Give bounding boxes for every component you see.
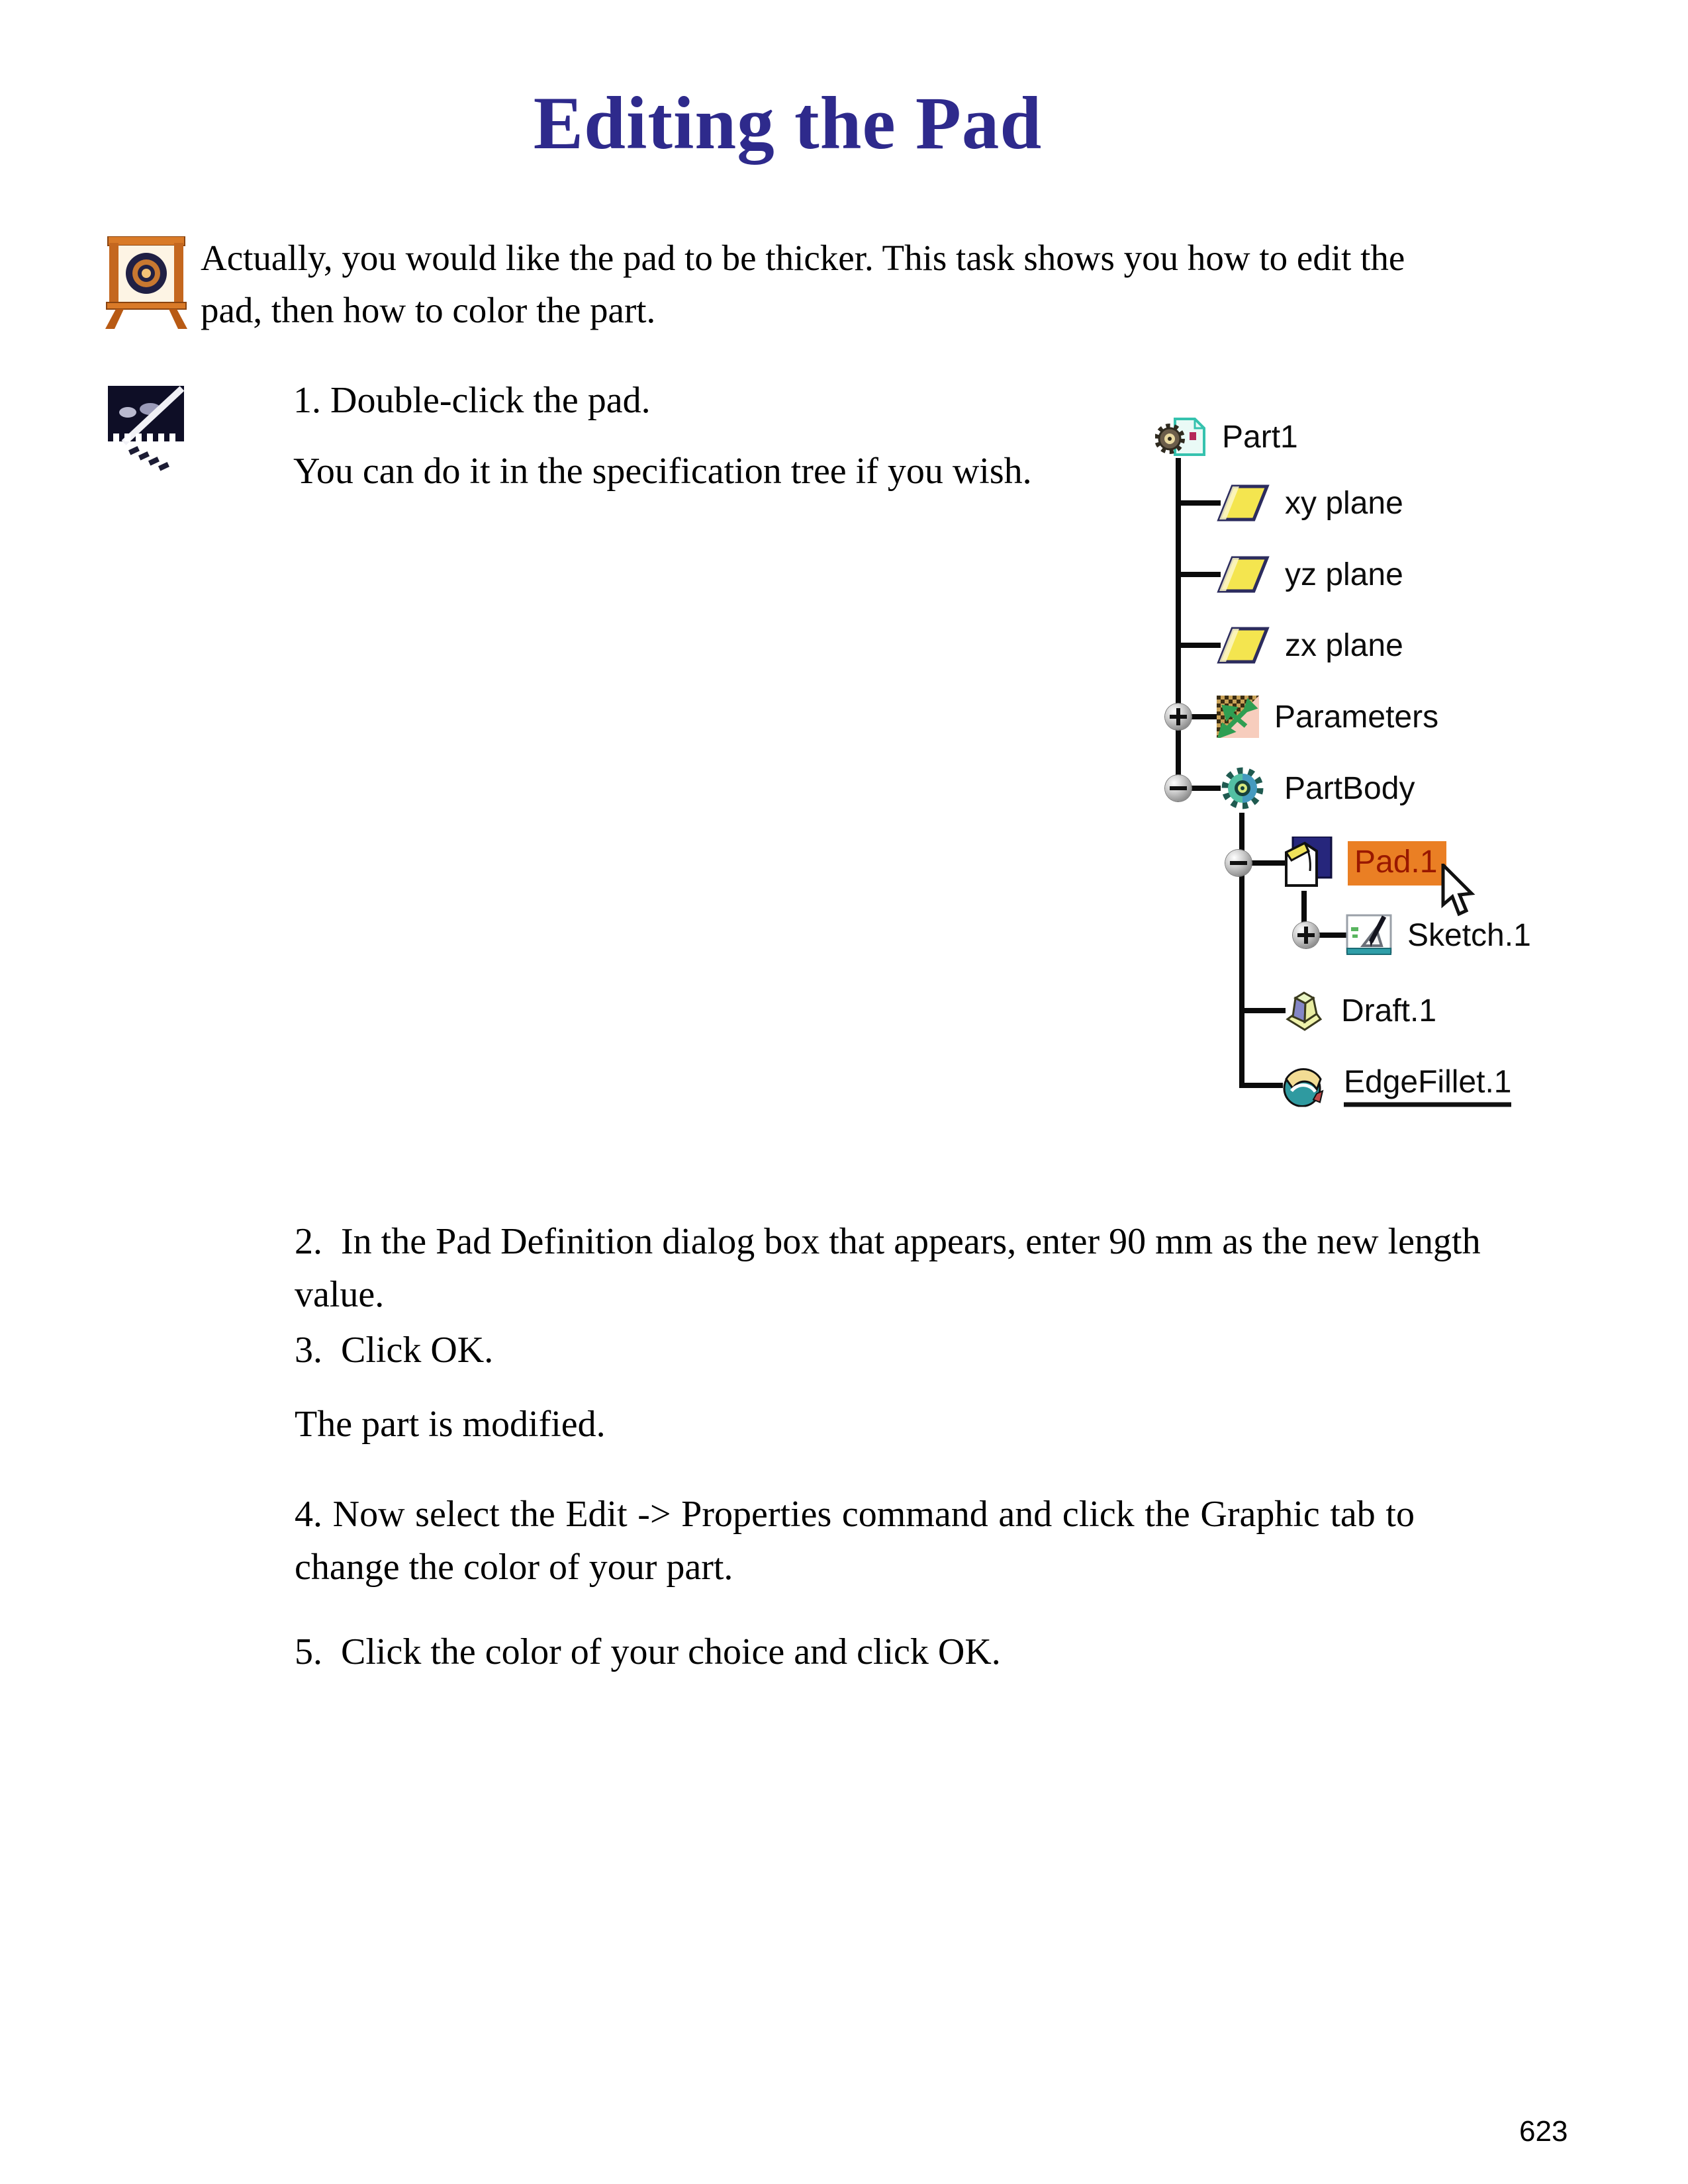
tree-node-pad1[interactable] [1282,837,1446,889]
tree-node-parameters[interactable] [1217,696,1438,738]
target-easel-icon [103,236,190,329]
step-3: 3. Click OK. [295,1330,494,1371]
parameters-icon [1217,696,1259,738]
tree-node-draft1[interactable] [1282,989,1436,1032]
part-document-icon [1155,416,1207,457]
task-icon [108,386,185,473]
step-1-note: You can do it in the specification tree if you wish. [293,451,1032,492]
step-4 [295,1488,1415,1594]
tree-branch-draft [1239,1008,1286,1013]
tree-node-label: yz plane [1285,557,1403,592]
part-modified-note: The part is modified. [295,1404,606,1445]
tree-node-label: Part1 [1222,419,1298,455]
edgefillet-icon [1280,1064,1329,1107]
intro-line-1: Actually, you would like the pad to be thicker. This task shows you how to edit the [201,238,1405,278]
plane-icon [1217,623,1270,667]
specification-tree [1125,371,1668,1158]
tree-node-label: xy plane [1285,485,1403,521]
pad-icon [1282,837,1333,889]
tree-node-label: Draft.1 [1341,993,1437,1028]
tree-node-label: Parameters [1274,699,1439,735]
step-1: 1. Double-click the pad. [293,380,651,421]
tree-node-zx-plane[interactable] [1217,623,1403,667]
expander-parameters-plus[interactable] [1165,704,1192,730]
expander-sketch-plus[interactable] [1293,922,1319,948]
mouse-cursor-icon [1440,864,1481,919]
intro-line-2: pad, then how to color the part. [201,290,656,330]
tree-node-sketch1[interactable] [1346,914,1531,956]
partbody-gear-icon [1217,766,1269,811]
tree-node-label-underlined: EdgeFillet.1 [1344,1064,1511,1107]
tree-node-partbody[interactable] [1217,766,1415,811]
tree-branch-edgefillet [1239,1083,1283,1088]
step-4-line-2: change the color of your part. [295,1547,733,1588]
plane-icon [1217,481,1270,525]
expander-pad-minus[interactable] [1225,850,1252,876]
expander-partbody-minus[interactable] [1165,775,1192,801]
tree-node-part1[interactable] [1155,416,1298,457]
sketch-icon [1346,914,1392,956]
tree-node-yz-plane[interactable] [1217,553,1403,596]
step-2-line-2: value. [295,1274,385,1315]
draft-icon [1282,989,1326,1032]
tree-node-label: PartBody [1284,770,1415,806]
step-2-line-1: 2. In the Pad Definition dialog box that appears, enter 90 mm as the new length [295,1221,1481,1262]
tree-node-label: zx plane [1285,627,1403,663]
intro-paragraph [201,232,1405,336]
step-4-line-1: 4. Now select the Edit -> Properties command and click the Graphic tab to [295,1494,1415,1535]
tree-node-label-selected: Pad.1 [1348,841,1446,886]
tree-node-xy-plane[interactable] [1217,481,1403,525]
tree-node-label: Sketch.1 [1407,917,1531,953]
tree-branch-zx [1177,643,1221,648]
step-5: 5. Click the color of your choice and click OK. [295,1631,1001,1672]
step-2 [295,1215,1481,1321]
tree-branch-yz [1177,572,1221,577]
plane-icon [1217,553,1270,596]
page-number: 623 [1519,2115,1568,2148]
page-title: Editing the Pad [533,82,1043,165]
tree-node-edgefillet1[interactable] [1280,1064,1511,1107]
tree-branch-xy [1177,500,1221,506]
tree-trunk-root [1176,458,1181,789]
